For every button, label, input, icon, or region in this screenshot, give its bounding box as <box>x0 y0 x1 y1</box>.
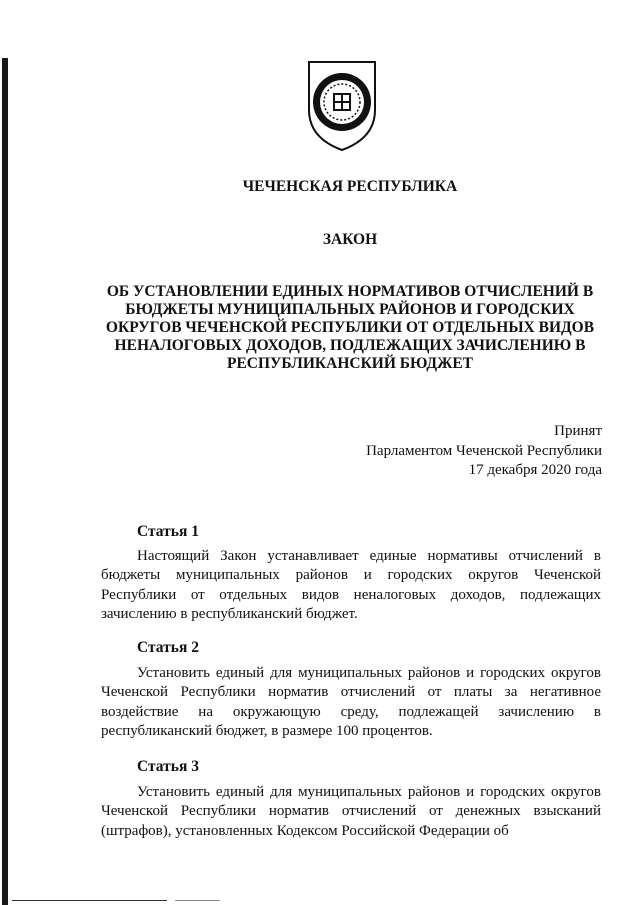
coat-of-arms-icon <box>303 58 381 152</box>
footer-rule-fragment <box>175 900 220 901</box>
document-type: ЗАКОН <box>322 231 378 248</box>
article-2-text: Установить единый для муниципальных районов и городских округов Чеченской Республики норматив отчислений от платы за негативное воздействие на окружающую среду, подлежащей зачислению в республиканский бюджет, в размере 100 процентов. <box>101 665 601 739</box>
adoption-body: Парламентом Чеченской Республики <box>366 442 602 459</box>
footer-rule <box>12 900 167 901</box>
republic-name: ЧЕЧЕНСКАЯ РЕСПУБЛИКА <box>242 178 458 195</box>
adoption-date: 17 декабря 2020 года <box>468 462 602 478</box>
scan-edge-bar <box>2 58 8 905</box>
article-3-heading: Статья 3 <box>137 758 199 775</box>
law-title: ОБ УСТАНОВЛЕНИИ ЕДИНЫХ НОРМАТИВОВ ОТЧИСЛЕНИЙ В БЮДЖЕТЫ МУНИЦИПАЛЬНЫХ РАЙОНОВ И ГОРОДСКИХ ОКРУГОВ ЧЕЧЕНСКОЙ РЕСПУБЛИКИ ОТ ОТДЕЛЬНЫХ ВИДОВ НЕНАЛОГОВЫХ ДОХОДОВ, ПОДЛЕЖАЩИХ ЗАЧИСЛЕНИЮ В РЕСПУБЛИКАНСКИЙ БЮДЖЕТ <box>105 283 595 372</box>
adoption-block <box>366 422 602 481</box>
article-1-heading: Статья 1 <box>137 523 199 540</box>
article-3-text: Установить единый для муниципальных районов и городских округов Чеченской Республики норматив отчислений от денежных взысканий (штрафов), установленных Кодексом Российской Федерации об <box>101 784 601 839</box>
article-2-heading: Статья 2 <box>137 639 199 656</box>
article-1-text: Настоящий Закон устанавливает единые нормативы отчислений в бюджеты муниципальных районов и городских округов Чеченской Республики от отдельных видов неналоговых доходов, подлежащих зачислению в республиканский бюджет. <box>101 548 601 622</box>
adoption-status: Принят <box>554 423 602 439</box>
